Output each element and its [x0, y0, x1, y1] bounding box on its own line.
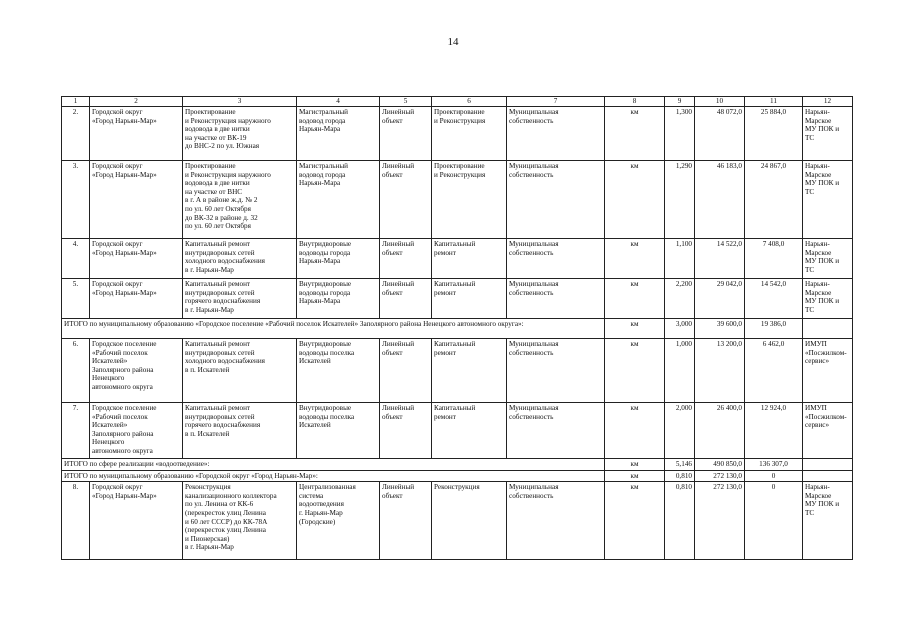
table-row: [62, 107, 853, 161]
unit-cell: км: [605, 470, 665, 482]
cost-cell: 13 200,0: [695, 339, 745, 403]
cost-cell: 26 400,0: [695, 403, 745, 459]
page-number: 14: [447, 36, 459, 48]
operator-cell: [803, 319, 853, 339]
length-cell: 1,100: [665, 239, 695, 279]
budget-cell: 0: [745, 470, 803, 482]
municipality-cell: Городской округ «Город Нарьян-Мар»: [90, 161, 183, 239]
operator-cell: Нарьян- Марское МУ ПОК и ТС: [803, 161, 853, 239]
operator-cell: [803, 470, 853, 482]
header-cell: 3: [183, 97, 297, 107]
total-row: [62, 319, 853, 339]
table-row: [62, 339, 853, 403]
length-cell: 0,810: [665, 482, 695, 560]
cost-cell: 46 183,0: [695, 161, 745, 239]
cost-cell: 48 072,0: [695, 107, 745, 161]
work-description-cell: Проектирование и Реконструкция наружного водовода в две нитки на участке от ВНС в г. А в районе ж.д. № 2 по ул. 60 лет Октября до ВК-32 в районе д. 32 по ул. 60 лет Октября: [183, 161, 297, 239]
work-type-cell: Реконструкция: [432, 482, 507, 560]
work-type-cell: Капитальный ремонт: [432, 279, 507, 319]
operator-cell: ИМУП «Посжилком- сервис»: [803, 403, 853, 459]
cost-cell: 29 042,0: [695, 279, 745, 319]
ownership-cell: Муниципальная собственность: [507, 161, 605, 239]
budget-cell: 14 542,0: [745, 279, 803, 319]
unit-cell: км: [605, 161, 665, 239]
municipality-cell: Городской округ «Город Нарьян-Мар»: [90, 107, 183, 161]
row-number: 7.: [62, 403, 90, 459]
row-number: 6.: [62, 339, 90, 403]
budget-cell: 7 408,0: [745, 239, 803, 279]
row-number: 5.: [62, 279, 90, 319]
unit-cell: км: [605, 403, 665, 459]
object-type-cell: Линейный объект: [380, 107, 432, 161]
operator-cell: Нарьян- Марское МУ ПОК и ТС: [803, 482, 853, 560]
length-cell: 2,200: [665, 279, 695, 319]
table-row: [62, 403, 853, 459]
object-type-cell: Линейный объект: [380, 279, 432, 319]
municipality-cell: Городской округ «Город Нарьян-Мар»: [90, 239, 183, 279]
budget-cell: 19 386,0: [745, 319, 803, 339]
work-description-cell: Капитальный ремонт внутридворовых сетей холодного водоснабжения в п. Искателей: [183, 339, 297, 403]
header-cell: 5: [380, 97, 432, 107]
object-type-cell: Линейный объект: [380, 403, 432, 459]
header-cell: 1: [62, 97, 90, 107]
object-type-cell: Линейный объект: [380, 339, 432, 403]
table-row: [62, 279, 853, 319]
total-label: ИТОГО по муниципальному образованию «Городское поселение «Рабочий поселок Искателей» Заполярного района Ненецкого автономного округа»:: [62, 319, 605, 339]
cost-cell: 272 130,0: [695, 470, 745, 482]
header-cell: 11: [745, 97, 803, 107]
municipality-cell: Городской округ «Город Нарьян-Мар»: [90, 279, 183, 319]
work-description-cell: Капитальный ремонт внутридворовых сетей горячего водоснабжения в г. Нарьян-Мар: [183, 279, 297, 319]
total-row: [62, 470, 853, 482]
budget-cell: 12 924,0: [745, 403, 803, 459]
table-row: [62, 482, 853, 560]
header-cell: 12: [803, 97, 853, 107]
ownership-cell: Муниципальная собственность: [507, 339, 605, 403]
work-type-cell: Капитальный ремонт: [432, 339, 507, 403]
work-description-cell: Капитальный ремонт внутридворовых сетей горячего водоснабжения в п. Искателей: [183, 403, 297, 459]
ownership-cell: Муниципальная собственность: [507, 403, 605, 459]
row-number: 8.: [62, 482, 90, 560]
length-cell: 2,000: [665, 403, 695, 459]
object-name-cell: Внутридворовые водоводы поселка Искателей: [297, 403, 380, 459]
operator-cell: [803, 459, 853, 471]
unit-cell: км: [605, 279, 665, 319]
unit-cell: км: [605, 319, 665, 339]
operator-cell: Нарьян- Марское МУ ПОК и ТС: [803, 107, 853, 161]
column-number-row: [62, 97, 853, 107]
budget-cell: 25 884,0: [745, 107, 803, 161]
object-name-cell: Внутридворовые водоводы города Нарьян-Мара: [297, 239, 380, 279]
budget-cell: 6 462,0: [745, 339, 803, 403]
budget-cell: 136 307,0: [745, 459, 803, 471]
object-name-cell: Внутридворовые водоводы города Нарьян-Мара: [297, 279, 380, 319]
total-label: ИТОГО по сфере реализации «водоотведение»:: [62, 459, 605, 471]
ownership-cell: Муниципальная собственность: [507, 279, 605, 319]
work-description-cell: Реконструкция канализационного коллектора по ул. Ленина от КК-6 (перекресток улиц Ленина и 60 лет СССР) до КК-78А (перекресток улиц Ленина и Пионерская) в г. Нарьян-Мар: [183, 482, 297, 560]
unit-cell: км: [605, 459, 665, 471]
header-cell: 7: [507, 97, 605, 107]
unit-cell: км: [605, 107, 665, 161]
municipality-cell: Городское поселение «Рабочий поселок Искателей» Заполярного района Ненецкого автономного округа: [90, 403, 183, 459]
cost-cell: 39 600,0: [695, 319, 745, 339]
budget-cell: 24 867,0: [745, 161, 803, 239]
ownership-cell: Муниципальная собственность: [507, 239, 605, 279]
work-description-cell: Проектирование и Реконструкция наружного водовода в две нитки на участке от ВК-19 до ВНС-2 по ул. Южная: [183, 107, 297, 161]
work-type-cell: Проектирование и Реконструкция: [432, 161, 507, 239]
operator-cell: Нарьян- Марское МУ ПОК и ТС: [803, 279, 853, 319]
header-cell: 9: [665, 97, 695, 107]
work-type-cell: Капитальный ремонт: [432, 403, 507, 459]
header-cell: 4: [297, 97, 380, 107]
table-row: [62, 161, 853, 239]
object-name-cell: Магистральный водовод города Нарьян-Мара: [297, 161, 380, 239]
length-cell: 0,810: [665, 470, 695, 482]
total-label: ИТОГО по муниципальному образованию «Городской округ «Город Нарьян-Мар»:: [62, 470, 605, 482]
work-type-cell: Проектирование и Реконструкция: [432, 107, 507, 161]
total-row: [62, 459, 853, 471]
cost-cell: 14 522,0: [695, 239, 745, 279]
operator-cell: ИМУП «Посжилком- сервис»: [803, 339, 853, 403]
length-cell: 5,146: [665, 459, 695, 471]
municipality-cell: Городской округ «Город Нарьян-Мар»: [90, 482, 183, 560]
operator-cell: Нарьян- Марское МУ ПОК и ТС: [803, 239, 853, 279]
length-cell: 1,000: [665, 339, 695, 403]
work-type-cell: Капитальный ремонт: [432, 239, 507, 279]
object-name-cell: Централизованная система водоотведения г. Нарьян-Мар (Городские): [297, 482, 380, 560]
header-cell: 2: [90, 97, 183, 107]
object-type-cell: Линейный объект: [380, 239, 432, 279]
budget-cell: 0: [745, 482, 803, 560]
row-number: 3.: [62, 161, 90, 239]
object-type-cell: Линейный объект: [380, 161, 432, 239]
unit-cell: км: [605, 239, 665, 279]
row-number: 4.: [62, 239, 90, 279]
ownership-cell: Муниципальная собственность: [507, 107, 605, 161]
length-cell: 3,000: [665, 319, 695, 339]
unit-cell: км: [605, 482, 665, 560]
table-row: [62, 239, 853, 279]
ownership-cell: Муниципальная собственность: [507, 482, 605, 560]
cost-cell: 272 130,0: [695, 482, 745, 560]
length-cell: 1,300: [665, 107, 695, 161]
object-name-cell: Магистральный водовод города Нарьян-Мара: [297, 107, 380, 161]
municipality-cell: Городское поселение «Рабочий поселок Искателей» Заполярного района Ненецкого автономного округа: [90, 339, 183, 403]
work-description-cell: Капитальный ремонт внутридворовых сетей холодного водоснабжения в г. Нарьян-Мар: [183, 239, 297, 279]
row-number: 2.: [62, 107, 90, 161]
header-cell: 10: [695, 97, 745, 107]
length-cell: 1,290: [665, 161, 695, 239]
header-cell: 6: [432, 97, 507, 107]
investment-program-table: [61, 96, 853, 560]
unit-cell: км: [605, 339, 665, 403]
object-name-cell: Внутридворовые водоводы поселка Искателей: [297, 339, 380, 403]
header-cell: 8: [605, 97, 665, 107]
object-type-cell: Линейный объект: [380, 482, 432, 560]
cost-cell: 490 850,0: [695, 459, 745, 471]
